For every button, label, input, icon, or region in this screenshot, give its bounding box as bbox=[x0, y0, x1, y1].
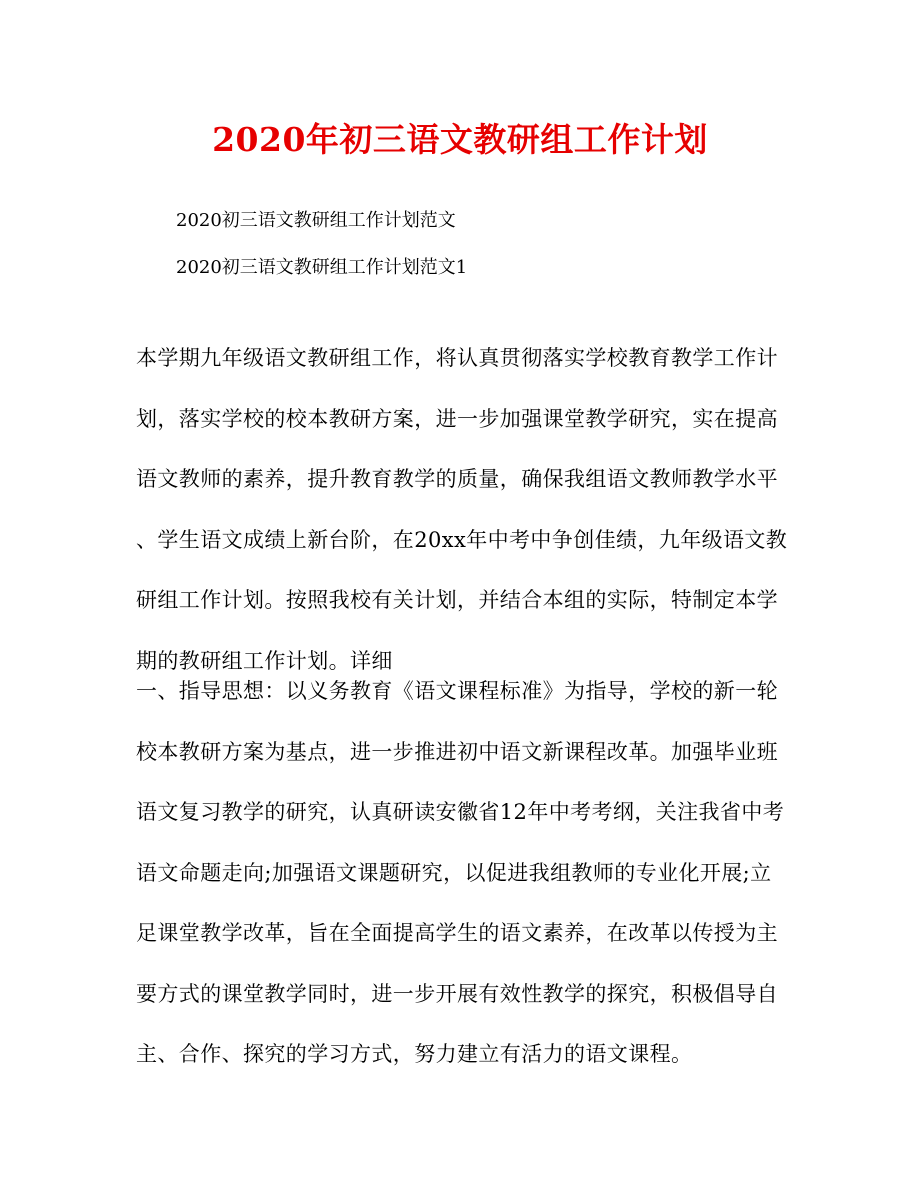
document-subtitle: 2020初三语文教研组工作计划范文1 bbox=[176, 257, 468, 278]
paragraph-line: 要方式的课堂教学同时，进一步开展有效性教学的探究，积极倡导自 bbox=[136, 981, 778, 1006]
paragraph-line: 语文复习教学的研究，认真研读安徽省12年中考考纲，关注我省中考 bbox=[136, 800, 785, 824]
paragraph-line: 校本教研方案为基点，进一步推进初中语文新课程改革。加强毕业班 bbox=[136, 739, 778, 764]
paragraph-line: 一、指导思想：以义务教育《语文课程标准》为指导，学校的新一轮 bbox=[136, 679, 778, 703]
document-subtitle: 2020初三语文教研组工作计划范文 bbox=[176, 210, 456, 231]
document-title: 2020年初三语文教研组工作计划 bbox=[212, 120, 708, 159]
guiding-ideas-paragraph bbox=[136, 678, 786, 1102]
paragraph-line: 主、合作、探究的学习方式，努力建立有活力的语文课程。 bbox=[136, 1042, 693, 1066]
paragraph-line: 划，落实学校的校本教研方案，进一步加强课堂教学研究，实在提高 bbox=[136, 406, 778, 431]
paragraph-line: 本学期九年级语文教研组工作，将认真贯彻落实学校教育教学工作计 bbox=[136, 346, 778, 370]
paragraph-line: 研组工作计划。按照我校有关计划，并结合本组的实际，特制定本学 bbox=[136, 588, 778, 612]
paragraph-line: 、学生语文成绩上新台阶，在20xx年中考中争创佳绩，九年级语文教 bbox=[136, 527, 788, 552]
paragraph-line: 足课堂教学改革，旨在全面提高学生的语文素养，在改革以传授为主 bbox=[136, 921, 778, 945]
paragraph-line: 语文教师的素养，提升教育教学的质量，确保我组语文教师教学水平 bbox=[136, 467, 778, 491]
intro-paragraph bbox=[136, 345, 786, 708]
paragraph-line: 语文命题走向;加强语文课题研究，以促进我组教师的专业化开展;立 bbox=[136, 860, 772, 885]
paragraph-line: 期的教研组工作计划。详细 bbox=[136, 648, 393, 673]
